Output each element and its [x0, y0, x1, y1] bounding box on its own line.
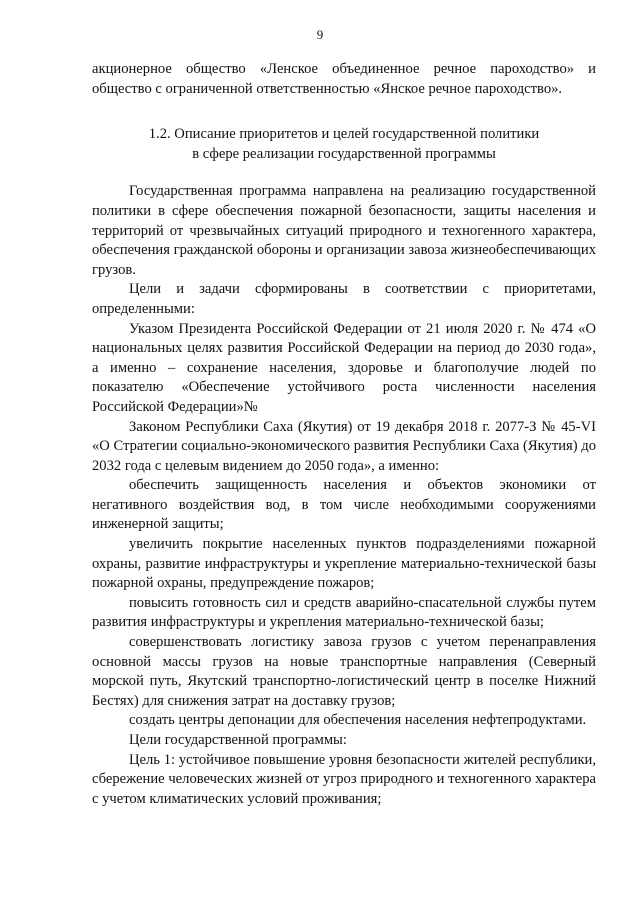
- paragraph-regional-law: Законом Республики Саха (Якутия) от 19 декабря 2018 г. 2077-З № 45-VI «О Стратегии социально-экономического развития Республики Саха (Якутия) до 2032 года с целевым видением до 2050 года», а именно:: [92, 418, 596, 474]
- section-title-line1: 1.2. Описание приоритетов и целей государственной политики: [148, 126, 540, 143]
- paragraph-item-water-protection: обеспечить защищенность населения и объектов экономики от негативного воздействия вод, в том числе необходимыми сооружениями инженерной защиты;: [92, 477, 596, 533]
- paragraph-program-purpose: Государственная программа направлена на реализацию государственной политики в сфере обеспечения пожарной безопасности, защиты населения и территорий от чрезвычайных ситуаций природного и техногенного характера, обеспечения гражданской обороны и организации завоза жизнеобеспечивающих грузов.: [92, 183, 596, 278]
- section-title-line2: в сфере реализации государственной программы: [192, 145, 496, 162]
- spacer: [92, 164, 596, 182]
- paragraph-item-fuel-depots: создать центры депонации для обеспечения населения нефтепродуктами.: [129, 712, 587, 729]
- intro-paragraph: акционерное общество «Ленское объединенное речное пароходство» и общество с ограниченной ответственностью «Янское речное пароходство».: [92, 61, 596, 97]
- paragraph-goal-1: Цель 1: устойчивое повышение уровня безопасности жителей республики, сбережение человеческих жизней от угроз природного и техногенного характера с учетом климатических условий проживания;: [92, 751, 596, 807]
- page-content: [92, 60, 596, 809]
- paragraph-item-fire-coverage: увеличить покрытие населенных пунктов подразделениями пожарной охраны, развитие инфраструктуры и укрепление материально-технической базы пожарной охраны, предупреждение пожаров;: [92, 536, 596, 592]
- page-number: 9: [316, 27, 324, 42]
- spacer: [92, 99, 596, 125]
- paragraph-program-goals-heading: Цели государственной программы:: [129, 732, 347, 748]
- paragraph-goals-basis: Цели и задачи сформированы в соответствии с приоритетами, определенными:: [92, 281, 596, 317]
- paragraph-item-rescue-readiness: повысить готовность сил и средств аварийно-спасательной службы путем развития инфраструктуры и укрепления материально-технической базы;: [92, 594, 596, 631]
- paragraph-item-logistics: совершенствовать логистику завоза грузов с учетом перенаправления основной массы грузов на новые транспортные направления (Северный морской путь, Якутский транспортно-логистический центр в поселке Нижний Бестях) для снижения затрат на доставку грузов;: [92, 634, 596, 709]
- paragraph-presidential-decree: Указом Президента Российской Федерации от 21 июля 2020 г. № 474 «О национальных целях развития Российской Федерации на период до 2030 года», а именно – сохранение населения, здоровье и благополучие людей по показателю «Обеспечение устойчивого роста численности населения Российской Федерации»№: [92, 320, 596, 415]
- section-title: [92, 125, 596, 164]
